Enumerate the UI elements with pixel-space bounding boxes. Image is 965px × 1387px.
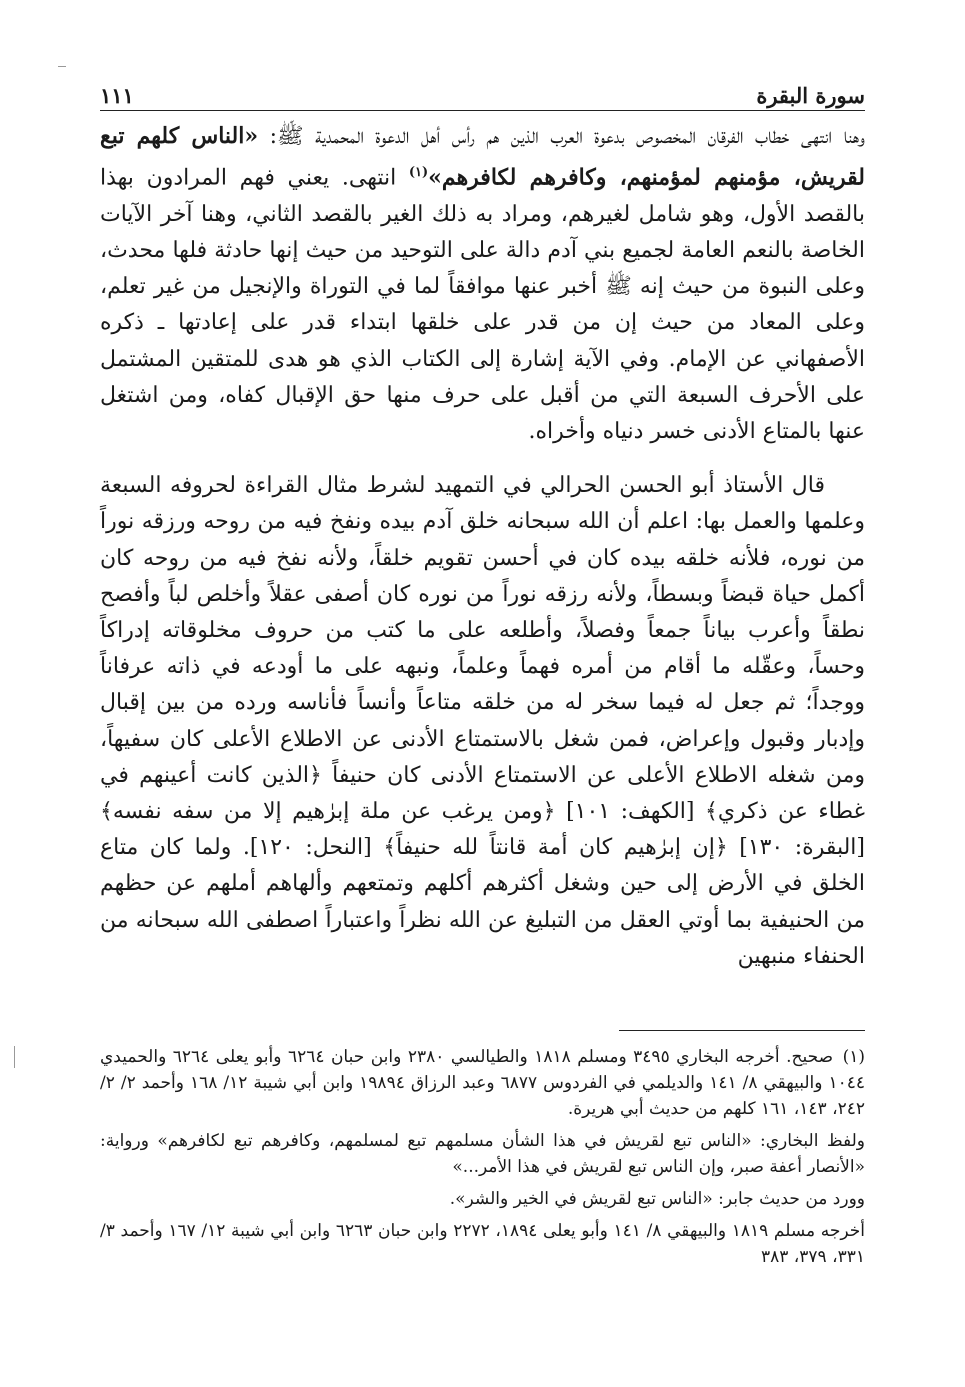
paragraph-1-intro: وهنا انتهى خطاب الفرقان المخصوص بدعوة العرب الذين هم رأس أهل الدعوة المحمدية ﷺ: xyxy=(258,124,865,149)
paragraph-1 xyxy=(100,118,865,450)
page-header xyxy=(100,76,865,111)
surah-title: سورة البقرة xyxy=(756,83,865,108)
hadith-quote: «الناس كلهم تبع لقريش، مؤمنهم لمؤمنهم، وكافرهم لكافرهم» xyxy=(100,123,866,191)
main-text xyxy=(100,118,865,975)
footnote-line-bukhari: ولفظ البخاري: «الناس تبع لقريش في هذا الشأن مسلمهم تبع لمسلمهم، وكافرهم تبع لكافرهم» ورواية: «الأنصار أعفة صبر، وإن الناس تبع لقريش في هذا الأمر...» xyxy=(100,1131,865,1177)
margin-mark xyxy=(58,66,66,67)
footnote-line-sources: أخرجه مسلم ١٨١٩ والبيهقي ٨/ ١٤١ وأبو يعلى ١٨٩٤، ٢٢٧٢ وابن حبان ٦٢٦٣ وابن أبي شيبة ١٢/ ١٦٧ وأحمد ٣/ ٣٣١، ٣٧٩، ٣٨٣ xyxy=(100,1221,865,1267)
footnote-1 xyxy=(100,1044,865,1122)
footnote-reference: (١) xyxy=(408,165,429,181)
footnote-1-text: صحيح. أخرجه البخاري ٣٤٩٥ ومسلم ١٨١٨ والطيالسي ٢٣٨٠ وابن حبان ٦٢٦٤ وأبو يعلى ٦٢٦٤ والحميدي ١٠٤٤ والبيهقي ٨/ ١٤١ والديلمي في الفردوس ٦٨٧٧ وعبد الرزاق ١٩٨٩٤ وابن أبي شيبة ١٢/ ١٦٨ وأحمد ٢/ ٢/ ٢٤٢، ١٤٣، ١٦١ كلهم من حديث أبي هريرة. xyxy=(100,1047,866,1119)
footnote-separator xyxy=(619,1030,865,1031)
footnotes xyxy=(100,1044,865,1270)
page-number: ١١١ xyxy=(100,83,134,108)
footnote-line-jabir: وورد من حديث جابر: «الناس تبع لقريش في الخير والشر». xyxy=(449,1189,865,1209)
margin-mark xyxy=(14,1046,15,1068)
footnote-number: (١) xyxy=(842,1047,866,1067)
paragraph-1-rest: انتهى. يعني فهم المرادون بهذا بالقصد الأول، وهو شامل لغيرهم، ومراد به ذلك الغير بالقصد الثاني، وهنا آخر الآيات الخاصة بالنعم العامة لجميع بني آدم دالة على التوحيد من حيث إنها حادثة فلها محدث، وعلى النبوة من حيث إنه ﷺ أخبر عنها موافقاً لما في التوراة والإنجيل من غير تعلم، وعلى المعاد من حيث إن من قدر على خلقها ابتداء قدر على إعادتها ـ ذكره الأصفهاني عن الإمام. وفي الآية إشارة إلى الكتاب الذي هو هدى للمتقين المشتمل على الأحرف السبعة التي من أقبل على حرف منها حق الإقبال كفاه، ومن اشتغل عنها بالمتاع الأدنى خسر دنياه وأخراه. xyxy=(100,165,865,444)
paragraph-2: قال الأستاذ أبو الحسن الحرالي في التمهيد لشرط مثال القراءة لحروفه السبعة وعلمها والعمل بها: اعلم أن الله سبحانه خلق آدم بيده ونفخ فيه من روحه ورزقه نوراً من نوره، فلأنه خلقه بيده كان في أحسن تقويم خلقاً، ولأنه نفخ فيه من روحه كان أكمل حياة قبضاً وبسطاً، ولأنه رزقه نوراً من نوره كان أصفى عقلاً وأخلص لباً وأفصح نطقاً وأعرب بياناً جمعاً وفصلاً، وأطلعه على ما كتب من حروف مخلوقاته إدراكاً وحساً، وعقّله ما أقام من أمره فهماً وعلماً، ونبهه على ما أودعه في ذاته عرفاناً ووجداً؛ ثم جعل له فيما سخر له من خلقه متاعاً وأنساً فأناسه ورده من بين إقبال وإدبار وقبول وإعراض، فمن شغل بالاستمتاع الأدنى عن الاطلاع الأعلى كان سفيهاً، ومن شغله الاطلاع الأعلى عن الاستمتاع الأدنى كان حنيفاً ﴿الذين كانت أعينهم في غطاء عن ذكري﴾ [الكهف: ١٠١] ﴿ومن يرغب عن ملة إبرٰهيم إلا من سفه نفسه﴾ [البقرة: ١٣٠] ﴿إن إبرٰهيم كان أمة قانتاً لله حنيفاً﴾ [النحل: ١٢٠]. ولما كان متاع الخلق في الأرض إلى حين وشغل أكثرهم أكلهم وتمتعهم وألهاهم أملهم عن حظهم من الحنيفية بما أوتي العقل من التبليغ عن الله نظراً واعتباراً اصطفى الله سبحانه من الحنفاء منبهين xyxy=(100,473,866,969)
